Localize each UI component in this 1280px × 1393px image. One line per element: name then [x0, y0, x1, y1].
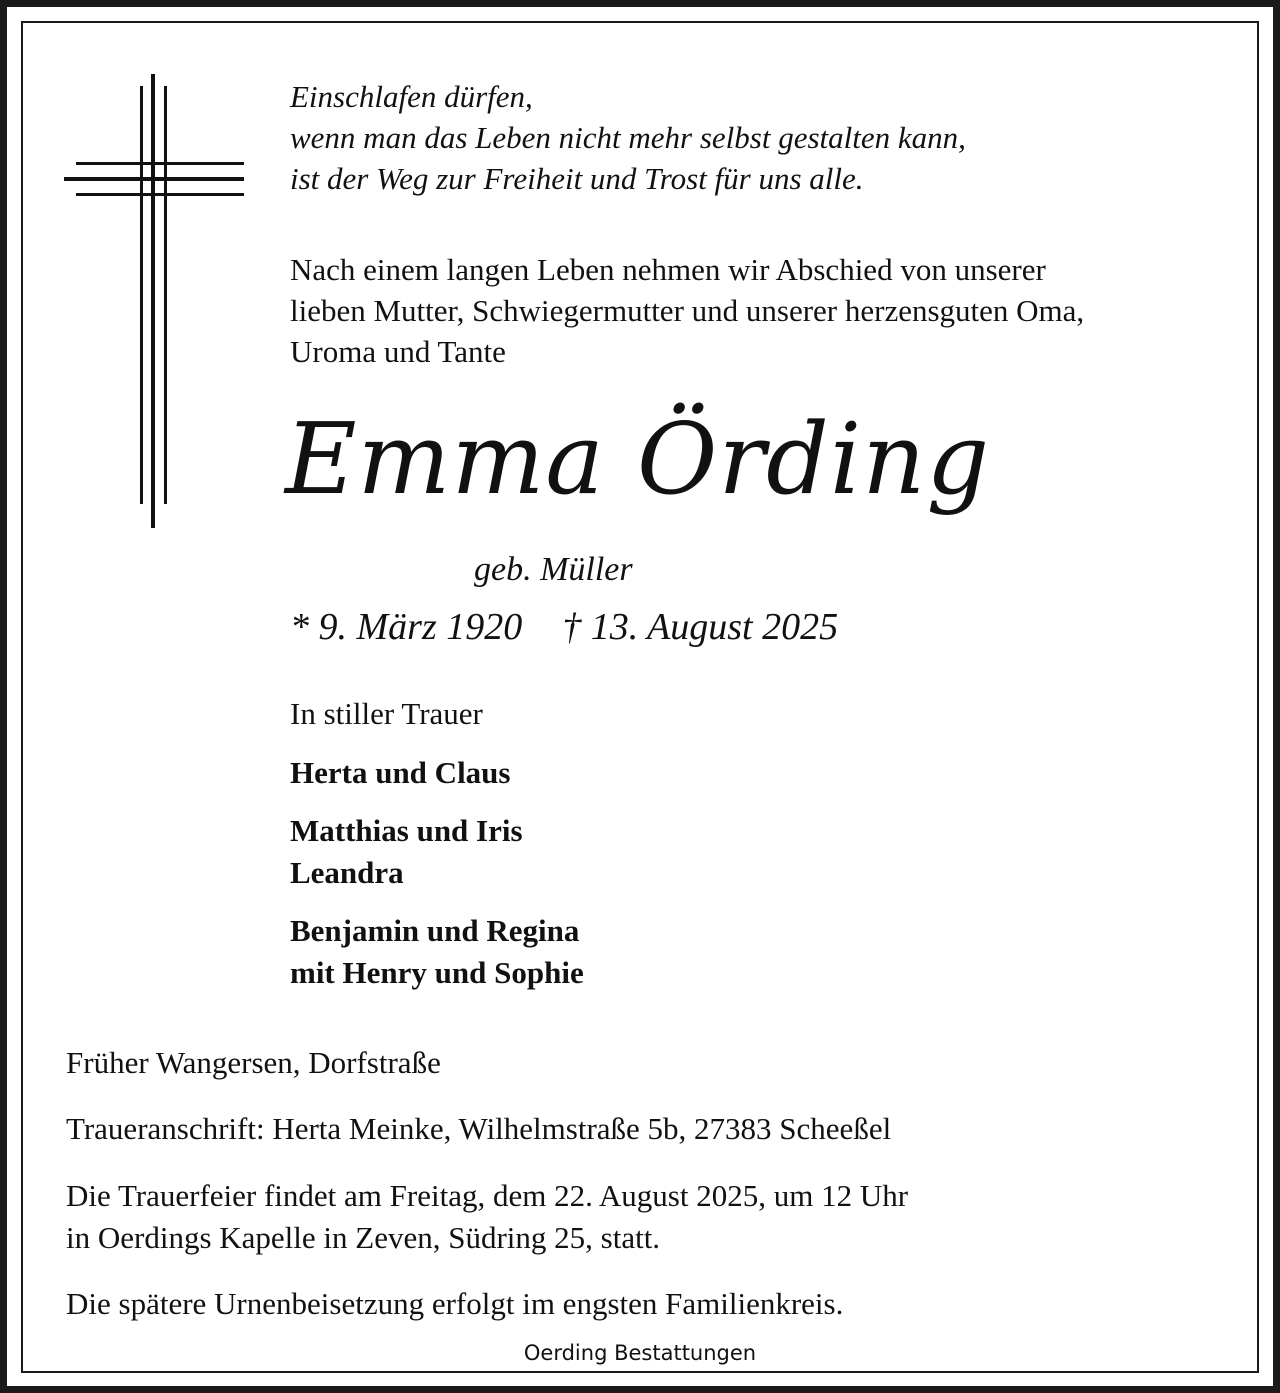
mourner-name: Leandra: [290, 855, 404, 890]
ceremony-line: Die Trauerfeier findet am Freitag, dem 22. August 2025, um 12 Uhr: [66, 1178, 909, 1213]
birth-date: * 9. März 1920: [290, 606, 523, 648]
former-residence: Früher Wangersen, Dorfstraße: [66, 1045, 441, 1080]
mourner-name: Benjamin und Regina: [290, 913, 580, 948]
mourner-name: mit Henry und Sophie: [290, 955, 584, 990]
farewell-line: lieben Mutter, Schwiegermutter und unserer herzensguten Oma,: [290, 293, 1085, 328]
mourning-intro: In stiller Trauer: [290, 696, 483, 731]
ceremony-info: [66, 1175, 908, 1259]
mourner-group: [290, 752, 510, 794]
burial-info: Die spätere Urnenbeisetzung erfolgt im engsten Familienkreis.: [66, 1286, 844, 1321]
cross-icon: [60, 74, 244, 528]
poem: [290, 76, 966, 199]
undertaker-credit: Oerding Bestattungen: [523, 1341, 757, 1365]
maiden-name: geb. Müller: [474, 551, 633, 588]
poem-line: ist der Weg zur Freiheit und Trost für uns alle.: [290, 161, 864, 196]
poem-line: Einschlafen dürfen,: [290, 79, 533, 114]
poem-line: wenn man das Leben nicht mehr selbst gestalten kann,: [290, 120, 966, 155]
ceremony-line: in Oerdings Kapelle in Zeven, Südring 25, statt.: [66, 1220, 661, 1255]
farewell-line: Uroma und Tante: [290, 334, 506, 369]
mourner-name: Herta und Claus: [290, 755, 511, 790]
farewell-line: Nach einem langen Leben nehmen wir Abschied von unserer: [290, 252, 1046, 287]
mourner-group: [290, 910, 584, 994]
mourning-address: Traueranschrift: Herta Meinke, Wilhelmstraße 5b, 27383 Scheeßel: [66, 1111, 892, 1146]
deceased-name: Emma Örding: [285, 403, 991, 517]
life-dates: [290, 603, 838, 651]
mourner-group: [290, 810, 523, 894]
death-date: † 13. August 2025: [562, 606, 839, 648]
farewell-text: [290, 249, 1084, 372]
mourner-name: Matthias und Iris: [290, 813, 523, 848]
